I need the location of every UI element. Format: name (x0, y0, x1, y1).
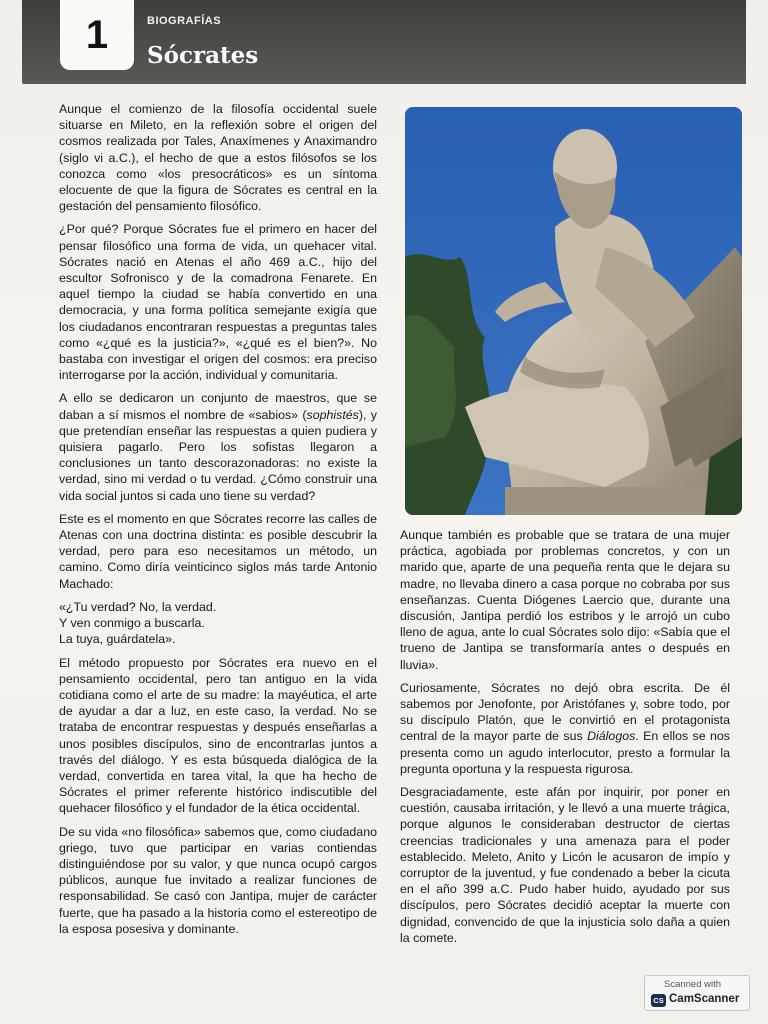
section-label: BIOGRAFÍAS (147, 15, 222, 27)
paragraph: Aunque el comienzo de la filosofía occidental suele situarse en Mileto, en la reflexión sobre el origen del cosmos realizada por Tales, Anaxímenes y Anaximandro (siglo vi a.C.), el hecho de que a estos filósofos se los conozca como «los presocráticos» es un síntoma elocuente de que la figura de Sócrates es central en la gestación del pensamiento filosófico. (59, 102, 377, 214)
paragraph: Aunque también es probable que se tratara de una mujer práctica, agobiada por problemas concretos, y con un marido que, aparte de una pequeña renta que le dejara su madre, no llevaba dinero a casa porque no cobraba por sus enseñanzas. Cuenta Diógenes Laercio que, durante una discusión, Jantipa perdió los estribos y le arrojó un cubo lleno de agua, ante lo cual Sócrates solo dijo: «Sabía que el trueno de Jantipa se transformaría antes o después en lluvia». (400, 528, 730, 672)
chapter-number: 1 (60, 0, 134, 70)
paragraph: Curiosamente, Sócrates no dejó obra escrita. De él sabemos por Jenofonte, por Aristófanes y, sobre todo, por su discípulo Platón, que le convirtió en el protagonista central de la mayor parte de sus Diálogos. En ellos se nos presenta como un agudo interlocutor, presto a formular la pregunta oportuna y la respuesta rigurosa. (400, 680, 730, 776)
paragraph: ¿Por qué? Porque Sócrates fue el primero en hacer del pensar filosófico una forma de vida, un quehacer vital. Sócrates nació en Atenas el año 469 a.C., hijo del escultor Sofronisco y de la comadrona Fenarete. En aquel tiempo la ciudad se había convertido en una democracia, y una forma política semejante exigía que los ciudadanos encontraran respuestas a preguntas tales como «¿qué es la justicia?», «¿qué es el bien?». No bastaba con investigar el origen del cosmos: era preciso interrogarse por la acción, individual y comunitaria. (59, 222, 377, 383)
paragraph: De su vida «no filosófica» sabemos que, como ciudadano griego, tuvo que participar en varias contiendas distinguiéndose por su valor, y que nunca ocupó cargos públicos, aunque fue invitado a realizar funciones de responsabilidad. Se casó con Jantipa, mujer de carácter fuerte, que ha pasado a la historia como el estereotipo de la esposa posesiva y dominante. (59, 824, 377, 936)
paragraph: Este es el momento en que Sócrates recorre las calles de Atenas con una doctrina distinta: es posible descubrir la verdad, pero para eso necesitamos un método, un camino. Como diría veinticinco siglos más tarde Antonio Machado: (59, 511, 377, 591)
scanned-with-label: Scanned with (664, 979, 722, 990)
paragraph: Desgraciadamente, este afán por inquirir, por poner en cuestión, causaba irritación, y le llevó a una muerte trágica, porque algunos le consideraban destructor de ciertas creencias tradicionales y una amenaza para el poder establecido. Meleto, Anito y Licón le acusaron de impío y corruptor de la juventud, y fue condenado a beber la cicuta en el año 399 a.C. Pudo haber huido, ayudado por sus discípulos, pero Sócrates decidió aceptar la muerte con dignidad, convencido de que la injusticia solo daña a quien la comete. (400, 785, 730, 945)
statue-photo (405, 107, 742, 515)
poem-line: «¿Tu verdad? No, la verdad. (59, 599, 217, 614)
paragraph: El método propuesto por Sócrates era nuevo en el pensamiento occidental, pero tan antiguo en la vida cotidiana como el arte de su madre: la mayéutica, el arte de ayudar a dar a luz, en este caso, la verdad. No se trataba de encontrar respuestas y después enseñarlas a unos posibles discípulos, sino de encontrarlas juntos a través del diálogo. Y es esta búsqueda dialógica de la verdad, convertida en tarea vital, la que ha hecho de Sócrates el primer referente histórico indiscutible del quehacer filosófico y el fundador de la ética occidental. (59, 655, 377, 816)
camscanner-watermark (644, 975, 750, 1011)
poem-line: La tuya, guárdatela». (59, 632, 176, 647)
left-column (59, 101, 377, 944)
paragraph: A ello se dedicaron un conjunto de maestros, que se daban a sí mismos el nombre de «sabios» (sophistés), y que pretendían enseñar las respuestas a quien pudiera y quisiera pagarlo. Pero los sofistas llegaron a conclusiones un tanto descorazonadoras: no existe la verdad, sino mi verdad o tu verdad. ¿Cómo construir una vida social juntos si cada uno tiene su verdad? (59, 391, 377, 503)
poem-line: Y ven conmigo a buscarla. (59, 616, 205, 631)
page-title: Sócrates (147, 42, 259, 69)
right-column (400, 527, 730, 953)
camscanner-brand: CamScanner (669, 993, 740, 1005)
camscanner-icon: CS (651, 994, 666, 1007)
